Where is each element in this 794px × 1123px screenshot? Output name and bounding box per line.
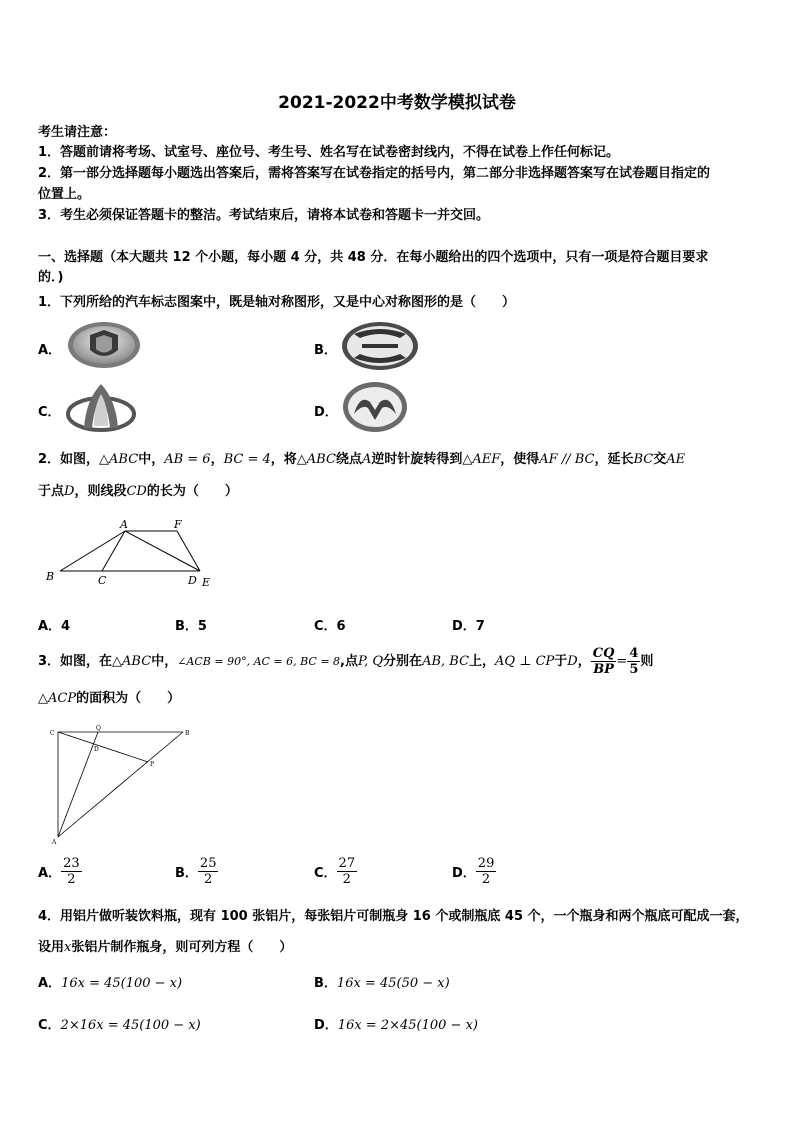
q4-option-a[interactable]: A．16x = 45(100 − x): [38, 976, 183, 991]
q2-label-b: B: [46, 570, 55, 583]
q3-option-c[interactable]: C． $\frac{27}{2}$: [314, 856, 356, 887]
q1-option-d[interactable]: D．: [314, 405, 338, 420]
changan-logo-icon: [66, 380, 136, 434]
q4-option-d[interactable]: D．16x = 2×45(100 − x): [314, 1018, 478, 1033]
section-header-cont: 的．): [38, 270, 64, 285]
q4-option-c[interactable]: C．2×16x = 45(100 − x): [38, 1018, 201, 1033]
q2-stem-line2: 于点D，则线段CD的长为（ ）: [38, 484, 238, 499]
section-header: 一、选择题（本大题共 12 个小题，每小题 4 分，共 48 分．在每小题给出的四个选项中，只有一项是符合题目要求: [38, 250, 709, 265]
q3-stem-line1: 3．如图，在△ABC中，∠ACB = 90°, AC = 6, BC = 8,点P, Q分别在AB, BC上，AQ ⊥ CP于D， $\frac{CQ}{BP}$ = $\frac{4}{5}$ 则: [38, 646, 654, 677]
q2-option-a[interactable]: A．4: [38, 619, 71, 634]
q2-label-d: D: [188, 574, 197, 587]
q4-option-b[interactable]: B．16x = 45(50 − x): [314, 976, 450, 991]
notice-item-2: 2．第一部分选择题每小题选出答案后，需将答案写在试卷指定的括号内，第二部分非选择题答案写在试卷题目指定的: [38, 166, 711, 181]
q3-option-b[interactable]: B． $\frac{25}{2}$: [175, 856, 217, 887]
q3-option-d[interactable]: D． $\frac{29}{2}$: [452, 856, 495, 887]
q2-label-c: C: [98, 574, 107, 587]
q3-option-a[interactable]: A． $\frac{23}{2}$: [38, 856, 80, 887]
q2-stem-line1: 2．如图，△ABC中，AB = 6，BC = 4，将△ABC绕点A逆时针旋转得到△AEF，使得AF // BC，延长BC交AE: [38, 452, 686, 467]
q4-stem-line2: 设用x张铝片制作瓶身，则可列方程（ ）: [38, 940, 293, 955]
q2-label-f: F: [174, 518, 182, 531]
q3-stem-line2: △ACP的面积为（ ）: [38, 691, 181, 706]
q2-option-b[interactable]: B．5: [175, 619, 207, 634]
notice-item-1: 1．答题前请将考场、试室号、座位号、考生号、姓名写在试卷密封线内，不得在试卷上作任何标记。: [38, 145, 620, 160]
notice-heading: 考生请注意：: [38, 125, 117, 140]
notice-item-2-cont: 位置上。: [38, 187, 91, 202]
q3-label-q: Q: [96, 725, 101, 732]
notice-item-3: 3．考生必须保证答题卡的整洁。考试结束后，请将本试卷和答题卡一并交回。: [38, 208, 490, 223]
q2-label-e: E: [202, 576, 211, 589]
q1-stem: 1．下列所给的汽车标志图案中，既是轴对称图形，又是中心对称图形的是（ ）: [38, 295, 516, 310]
mazda-logo-icon: [340, 380, 410, 434]
q3-label-b: B: [185, 730, 190, 737]
q2-figure: [40, 516, 220, 592]
q4-stem-line1: 4．用铝片做听装饮料瓶，现有 100 张铝片，每张铝片可制瓶身 16 个或制瓶底 45 个，一个瓶身和两个瓶底可配成一套，: [38, 909, 749, 924]
q1-option-c[interactable]: C．: [38, 405, 61, 420]
q3-label-d: D: [94, 746, 99, 753]
q2-option-c[interactable]: C．6: [314, 619, 346, 634]
hafei-logo-icon: [340, 320, 420, 372]
great-wall-logo-icon: [66, 320, 142, 370]
q1-option-a[interactable]: A．: [38, 343, 62, 358]
page-title: 2021-2022中考数学模拟试卷: [278, 93, 516, 113]
q2-option-d[interactable]: D．7: [452, 619, 485, 634]
q3-label-p: P: [150, 761, 155, 768]
q3-label-a: A: [52, 839, 57, 846]
q3-figure: [46, 725, 196, 847]
q2-label-a: A: [120, 518, 128, 531]
q3-label-c: C: [50, 730, 55, 737]
q1-option-b[interactable]: B．: [314, 343, 337, 358]
